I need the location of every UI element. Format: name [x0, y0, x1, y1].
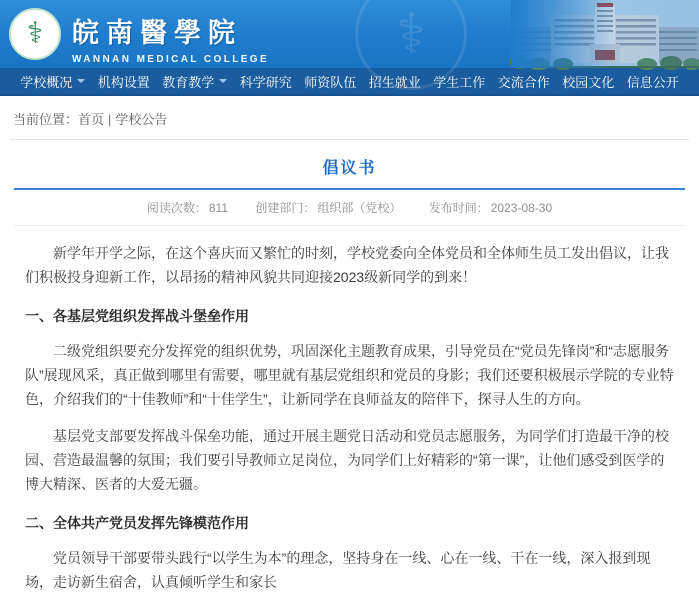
nav-item-label: 师资队伍: [304, 74, 357, 90]
meta-reads-label: 阅读次数：: [146, 201, 207, 215]
paragraph-section2-a: 党员领导干部要带头践行“以学生为本”的理念，坚持身在一线、心在一线、干在一线，深入报到现场，走访新生宿舍，认真倾听学生和家长: [25, 550, 651, 590]
school-name-cn: 皖南醫學院: [72, 18, 242, 49]
school-name-en: WANNAN MEDICAL COLLEGE: [72, 54, 270, 65]
caduceus-icon: ⚕: [26, 16, 44, 51]
nav-item-label: 教育教学: [162, 74, 215, 90]
chevron-down-icon: [77, 79, 85, 83]
paragraph-intro: 新学年开学之际，在这个喜庆而又繁忙的时刻，学校党委向全体党员和全体师生员工发出倡议，让我们积极投身迎新工作，以昂扬的精神风貌共同迎接2023级新同学的到来！: [25, 245, 669, 285]
nav-item-label: 校园文化: [562, 74, 615, 90]
nav-item[interactable]: [240, 72, 292, 91]
meta-reads-value: 811: [208, 201, 229, 215]
nav-item[interactable]: [20, 72, 85, 91]
nav-item[interactable]: [498, 72, 550, 91]
paragraph-section1-b: 基层党支部要发挥战斗保垒功能，通过开展主题党日活动和党员志愿服务，为同学们打造最干净的校园、营造最温馨的氛围；我们要引导教师立足岗位，为同学们上好精彩的“第一课”，让他们感受到医学的博大精深、医者的大爱无疆。: [25, 428, 669, 492]
site-header: [0, 0, 699, 68]
meta-dept-label: 创建部门：: [255, 201, 316, 215]
nav-item[interactable]: [562, 72, 614, 91]
paragraph-section1-a: 二级党组织要充分发挥党的组织优势，巩固深化主题教育成果，引导党员在“党员先锋岗”和“志愿服务队”展现风采，真正做到哪里有需要，哪里就有基层党组织和党员的身影；我们还要积极展示学院的专业特色，介绍我们的“十佳教师”和“十佳学生”，让新同学在良师益友的陪伴下，探寻人生的方向。: [25, 343, 674, 407]
section-heading-1: 一、各基层党组织发挥战斗堡垒作用: [25, 308, 249, 324]
breadcrumb-label: 当前位置：: [13, 112, 79, 127]
building-blue-fade: [511, 0, 699, 68]
nav-item[interactable]: [98, 72, 150, 91]
nav-item[interactable]: [162, 72, 227, 91]
article-title: 倡议书: [322, 160, 377, 177]
breadcrumb-home-link[interactable]: 首页: [78, 112, 105, 127]
emblem-watermark-icon: ⚕: [355, 0, 467, 90]
meta-date-label: 发布时间：: [428, 201, 489, 215]
article-meta: [14, 190, 685, 225]
meta-date-value: 2023-08-30: [490, 201, 553, 215]
nav-item-label: 交流合作: [497, 74, 550, 90]
nav-item-label: 科学研究: [239, 74, 292, 90]
article-body: [14, 226, 685, 594]
nav-item-label: 学生工作: [433, 74, 486, 90]
main-nav: [0, 68, 699, 96]
breadcrumb-section-link[interactable]: 学校公告: [115, 112, 168, 127]
school-logo[interactable]: [9, 8, 61, 60]
breadcrumb-separator: |: [108, 112, 112, 127]
nav-item-label: 学校概况: [20, 74, 73, 90]
campus-building-photo: [511, 0, 699, 68]
nav-item-label: 招生就业: [368, 74, 421, 90]
school-name-block: [72, 11, 269, 65]
breadcrumb: [0, 96, 699, 139]
nav-item-label: 机构设置: [97, 74, 150, 90]
meta-dept-value: 组织部（党校）: [317, 201, 402, 215]
article: [0, 155, 699, 594]
section-heading-2: 二、全体共产党员发挥先锋模范作用: [25, 515, 249, 531]
nav-item-label: 信息公开: [626, 74, 679, 90]
nav-item[interactable]: [627, 72, 679, 91]
chevron-down-icon: [219, 79, 227, 83]
nav-item[interactable]: [304, 72, 356, 91]
breadcrumb-divider: [10, 139, 689, 140]
